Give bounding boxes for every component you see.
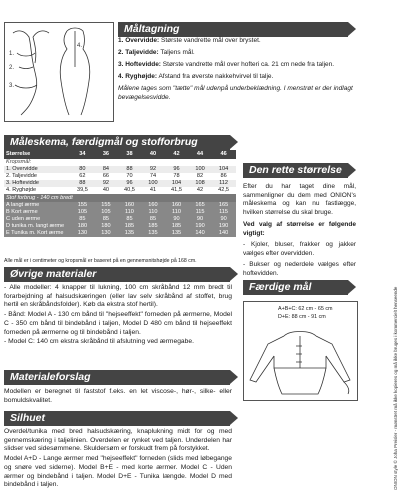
size-advice-bullet: - Bukser og nederdele vælges efter hoftevidden. (243, 261, 356, 277)
size-advice-bullet: - Kjoler, bluser, frakker og jakker vælges efter overvidden. (243, 241, 356, 257)
table-note: Alle mål er i centimeter og kropsmål er baseret på en gennemsnitshøjde på 168 cm. (4, 258, 197, 264)
table-header-row: Størrelse 34 36 38 40 42 44 46 (4, 150, 236, 159)
header-silhuet: Silhuet (4, 411, 230, 426)
table-row: D tunika m. langt ærme 180 180 185 185 185 190 190 (4, 223, 236, 230)
table-row: 4. Ryghøjde 39,5 40 40,5 41 41,5 42 42,5 (6, 187, 230, 194)
measurement-item: 2. Taljevidde: Taljens mål. (118, 49, 195, 56)
measurement-note: Målene tages som "tætte" mål udenpå underbeklædning. I menstrøt er der indlagt bevægelsesvidde. (118, 85, 353, 101)
header-faerdige-maal: Færdige mål (243, 280, 348, 295)
svg-text:1.: 1. (9, 51, 15, 57)
header-maaleskema: Måleskema, færdigmål og stofforbrug (4, 135, 230, 150)
table-row: C uden ærme 85 85 85 85 90 90 90 (4, 216, 236, 223)
svg-text:3.: 3. (9, 83, 15, 89)
silhouette-paragraph: Model A+D - Lange ærmer med "hejseeffekt" forneden (slids med løbegange og snøre ved siderne). Model B+E - med korte ærmer. Model C - Uden ærmer og bindebånd i taljen. Model D+E - Tunika længde. Model D med bindebånd i taljen. (4, 455, 232, 489)
table-row: 1. Overvidde 80 84 88 92 96 100 104 (4, 166, 236, 173)
table-row: A langt ærme 155 155 160 160 160 165 165 (4, 202, 236, 209)
size-advice-heading: Ved valg af størrelse er følgende vigtigt: (243, 221, 356, 237)
table-row: E Tunika m. Kort ærme 130 130 135 135 135 140 140 (4, 230, 236, 237)
materials-paragraph: - Alle modeller: 4 knapper til lukning, 100 cm skråbånd 12 mm bredt til forarbejdning af halsudskæringen (eller lav selv skråbånd af stoffet, brug hertil en skråbåndsfolder). Køb da ekstra stof hertil). (4, 284, 232, 309)
measurement-figure (4, 22, 114, 122)
header-materialer: Øvrige materialer (4, 267, 230, 282)
table-row: 2. Taljevidde 62 66 70 74 78 82 86 (6, 173, 227, 180)
measurement-item: 1. Overvidde: Største vandrette mål over brystet. (118, 37, 261, 44)
finished-line: A+B+C: 62 cm - 65 cm (278, 306, 333, 312)
materials-paragraph: - Model C: 140 cm ekstra skråbånd til afslutning ved ærmegabe. (4, 338, 194, 346)
size-table (4, 150, 236, 237)
table-row: 3. Hoftevidde 88 92 96 100 104 108 112 (4, 180, 236, 187)
table-section-label: Stof forbrug - 140 cm bredt (4, 194, 236, 201)
finished-measurements (278, 306, 333, 321)
silhouette-text (4, 428, 232, 491)
header-maaltagning: Måltagning (118, 22, 348, 37)
header-rette-storrelse: Den rette størrelse (243, 163, 348, 178)
measurement-item: 4. Ryghøjde: Afstand fra øverste nakkehvirvel til talje. (118, 73, 274, 80)
header-materialeforslag: Materialeforslag (4, 370, 230, 385)
body-silhouette-illustration (5, 23, 113, 121)
silhouette-paragraph: Overdel/tunika med bred halsudskæring, knaplukning midt for og med gennemskæring i taljelinien. Overdelen er rynket ved taljen. Underdelen har slidser ved sidesømmene. Skuldersøm er forskudt frem på forstykket. (4, 428, 232, 453)
table-row: B Kort ærme 105 105 110 110 110 115 115 (4, 209, 236, 216)
finished-line: D+E: 88 cm - 91 cm (278, 313, 326, 320)
size-advice (243, 183, 356, 281)
copyright-sidebar: ONION style © Joha Preisler - mønstret må ikke kopieres og må ikke bruges i kommercielt henseende (393, 286, 398, 490)
svg-text:2.: 2. (9, 65, 15, 71)
measurement-instructions (118, 36, 358, 104)
materials-text (4, 284, 232, 348)
measurement-item: 3. Hoftevidde: Største vandrette mål over hofteri ca. 21 cm nede fra taljen. (118, 61, 335, 68)
svg-text:4.: 4. (77, 43, 83, 49)
materials-paragraph: - Bånd: Model A - 130 cm bånd til "hejseeffekt" forneden på ærmerne, Model C - 350 cm bånd til bindebånd i taljen, Model D 480 cm bånd til hejseeffekt forneden på ærmerne og til bindebånd i taljen. (4, 311, 232, 336)
size-advice-intro: Efter du har taget dine mål, sammenligner du dem med ONION's måleskema og kan nu fastlægge, hvilken størrelse du skal bruge. (243, 183, 356, 216)
table-section-label: Kropsmål: (6, 159, 32, 166)
material-suggestion-text: Modellen er beregnet til faststof f.eks. en let viscose-, hør-, silke- eller bomuldskvalitet. (4, 388, 232, 404)
